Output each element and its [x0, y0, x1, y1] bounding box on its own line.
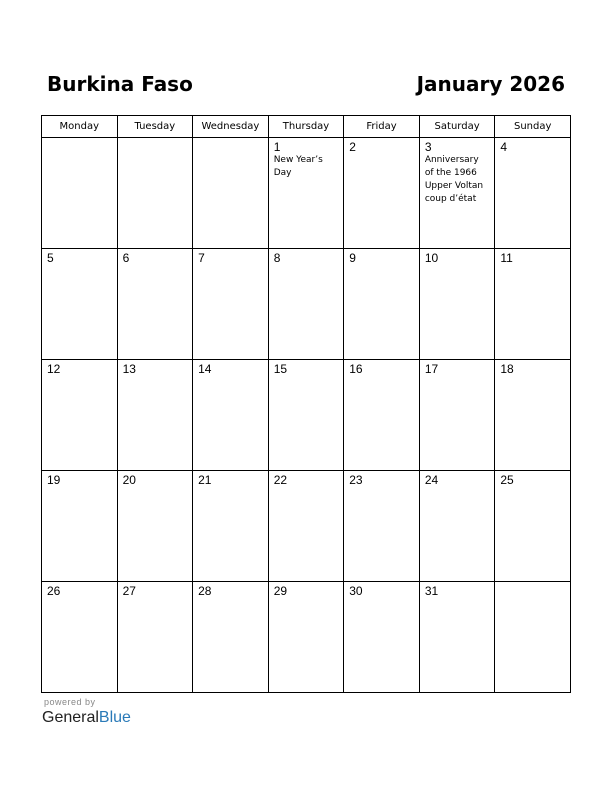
day-number: 3 — [424, 140, 432, 154]
holiday-label: Anniversary of the 1966 Upper Voltan coup d’état — [424, 155, 484, 204]
day-cell — [117, 249, 193, 360]
day-cell — [193, 582, 269, 693]
day-cell — [344, 582, 420, 693]
day-number: 11 — [500, 251, 513, 265]
day-number: 2 — [349, 140, 356, 154]
day-number: 14 — [198, 362, 212, 376]
day-number: 23 — [349, 473, 363, 487]
day-cell — [268, 249, 344, 360]
day-cell — [268, 582, 344, 693]
day-number: 28 — [198, 584, 212, 598]
day-number: 27 — [122, 584, 136, 598]
week-row — [42, 471, 571, 582]
brand-logo[interactable] — [42, 708, 131, 728]
weekday-tuesday: Tuesday — [117, 116, 193, 138]
day-number: 10 — [424, 251, 439, 265]
day-number: 15 — [273, 362, 288, 376]
day-number: 6 — [122, 251, 130, 265]
day-cell — [419, 582, 495, 693]
day-number: 4 — [500, 140, 508, 154]
day-number: 5 — [47, 251, 54, 265]
day-number: 20 — [122, 473, 136, 487]
day-cell — [344, 471, 420, 582]
day-cell — [344, 249, 420, 360]
day-cell — [117, 360, 193, 471]
brand-name-blue: Blue — [98, 709, 131, 726]
day-number: 24 — [424, 473, 439, 487]
day-cell — [419, 249, 495, 360]
week-row — [42, 249, 571, 360]
weekday-saturday: Saturday — [419, 116, 495, 138]
day-cell — [495, 138, 571, 249]
day-cell — [419, 360, 495, 471]
day-cell — [117, 471, 193, 582]
day-number: 16 — [349, 362, 363, 376]
day-cell — [495, 471, 571, 582]
day-cell — [42, 360, 118, 471]
weekday-header-row — [42, 116, 571, 138]
day-number: 1 — [273, 140, 281, 154]
weekday-sunday: Sunday — [495, 116, 571, 138]
day-cell — [117, 582, 193, 693]
day-cell — [419, 471, 495, 582]
day-cell — [268, 138, 344, 249]
month-year-title: January 2026 — [416, 72, 565, 96]
powered-by-label: powered by — [44, 697, 96, 707]
day-number: 31 — [424, 584, 439, 598]
brand-name-general: General — [42, 709, 99, 726]
day-number: 26 — [47, 584, 61, 598]
day-cell — [42, 582, 118, 693]
day-number: 9 — [349, 251, 356, 265]
day-number: 18 — [500, 362, 514, 376]
day-cell — [193, 138, 269, 249]
holiday-label: New Year’s Day — [273, 155, 323, 178]
week-row — [42, 360, 571, 471]
weekday-thursday: Thursday — [268, 116, 344, 138]
day-cell — [193, 360, 269, 471]
day-number: 21 — [198, 473, 212, 487]
day-cell — [193, 471, 269, 582]
day-cell — [495, 582, 571, 693]
day-number: 17 — [424, 362, 439, 376]
calendar-grid — [41, 115, 571, 693]
day-cell — [268, 360, 344, 471]
day-cell — [495, 360, 571, 471]
day-number: 25 — [500, 473, 514, 487]
day-cell — [42, 471, 118, 582]
day-cell — [268, 471, 344, 582]
weekday-monday: Monday — [42, 116, 118, 138]
week-row — [42, 582, 571, 693]
day-number: 30 — [349, 584, 363, 598]
day-cell — [117, 138, 193, 249]
day-cell — [193, 249, 269, 360]
day-number: 7 — [198, 251, 205, 265]
day-cell — [495, 249, 571, 360]
day-cell — [344, 138, 420, 249]
day-number: 13 — [122, 362, 136, 376]
day-number: 12 — [47, 362, 61, 376]
weekday-wednesday: Wednesday — [193, 116, 269, 138]
day-cell — [42, 138, 118, 249]
country-title: Burkina Faso — [47, 72, 193, 96]
day-number: 19 — [47, 473, 61, 487]
day-number: 29 — [273, 584, 288, 598]
weekday-friday: Friday — [344, 116, 420, 138]
day-number: 8 — [273, 251, 281, 265]
day-number: 22 — [273, 473, 288, 487]
day-cell — [344, 360, 420, 471]
week-row — [42, 138, 571, 249]
day-cell — [419, 138, 495, 249]
day-cell — [42, 249, 118, 360]
